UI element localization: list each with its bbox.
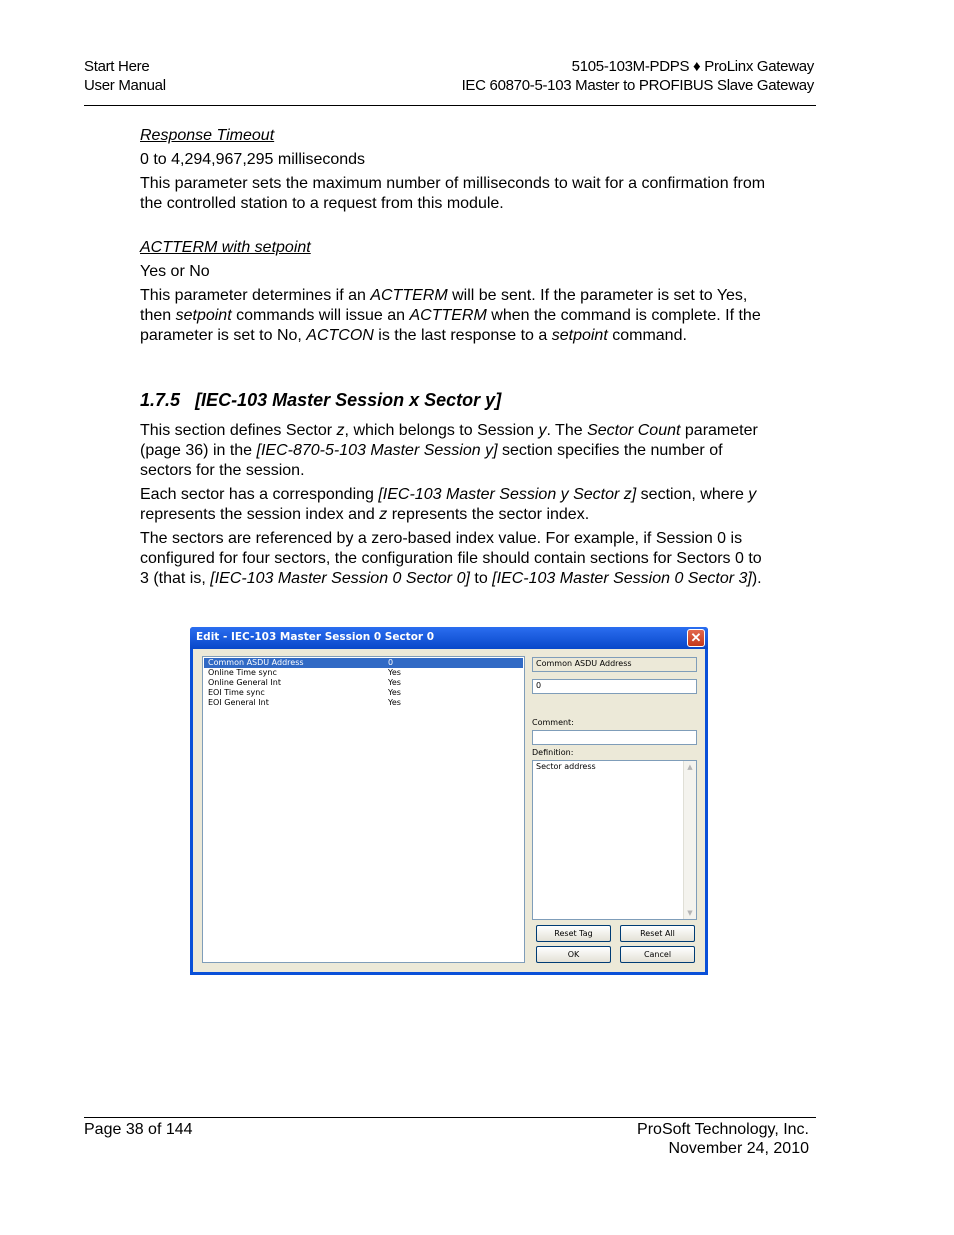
list-item[interactable]: Common ASDU Address 0 (204, 658, 523, 668)
list-item[interactable]: EOI General Int Yes (208, 698, 401, 707)
scroll-up-icon[interactable]: ▲ (687, 763, 693, 771)
section-body (140, 421, 770, 593)
list-item[interactable]: Online Time sync Yes (208, 668, 401, 677)
footer-right (637, 1120, 809, 1158)
definition-label: Definition: (532, 748, 574, 757)
header-doc-type: Start Here (84, 58, 150, 75)
header-rule (84, 105, 816, 106)
parameter-name-field: Common ASDU Address (532, 657, 697, 672)
edit-dialog (190, 627, 708, 975)
scroll-down-icon[interactable]: ▼ (687, 909, 693, 917)
value-input[interactable]: 0 (532, 679, 697, 694)
footer-page-number: Page 38 of 144 (84, 1121, 193, 1138)
header-right (462, 57, 814, 95)
definition-textarea[interactable] (532, 760, 697, 920)
header-doc-kind: User Manual (84, 77, 166, 94)
response-timeout-desc: This parameter sets the maximum number of milliseconds to wait for a confirmation from the controlled station to a request from this module. (140, 175, 766, 212)
actterm-range: Yes or No (140, 263, 210, 280)
actterm-desc: This parameter determines if an ACTTERM will be sent. If the parameter is set to Yes, then setpoint commands will issue an ACTTERM when the command is complete. If the parameter is set to No, ACTCON is the last response to a setpoint command. (140, 287, 761, 344)
section-title: [IEC-103 Master Session x Sector y] (195, 390, 502, 410)
header-left (84, 57, 166, 95)
cancel-button[interactable]: Cancel (620, 946, 695, 963)
header-product-desc: IEC 60870-5-103 Master to PROFIBUS Slave Gateway (461, 77, 814, 94)
reset-tag-button[interactable]: Reset Tag (536, 925, 611, 942)
close-icon[interactable]: ✕ (687, 629, 705, 647)
header-product: 5105-103M-PDPS ♦ ProLinx Gateway (571, 58, 814, 75)
ok-button[interactable]: OK (536, 946, 611, 963)
actterm-heading: ACTTERM with setpoint (140, 239, 311, 256)
dialog-title: Edit - IEC-103 Master Session 0 Sector 0 (196, 631, 435, 643)
section-number: 1.7.5 (140, 390, 181, 410)
dialog-titlebar[interactable] (190, 627, 708, 649)
list-item[interactable]: Online General Int Yes (208, 678, 401, 687)
footer-rule (84, 1117, 816, 1118)
comment-input[interactable] (532, 730, 697, 745)
section-heading (140, 390, 770, 410)
footer-company: ProSoft Technology, Inc. (637, 1121, 809, 1138)
definition-scrollbar[interactable] (683, 761, 696, 919)
definition-text: Sector address (536, 762, 596, 771)
list-item[interactable]: EOI Time sync Yes (208, 688, 401, 697)
response-timeout-heading: Response Timeout (140, 127, 275, 144)
section-para-1: This section defines Sector z, which belongs to Session y. The Sector Count parameter (page 36) in the [IEC-870-5-103 Master Session y] section specifies the number of sectors for the session. (140, 422, 758, 479)
response-timeout-block (140, 126, 770, 218)
dialog-client (193, 649, 705, 972)
section-para-2: Each sector has a corresponding [IEC-103 Master Session y Sector z] section, where y represents the session index and z represents the sector index. (140, 486, 757, 523)
response-timeout-range: 0 to 4,294,967,295 milliseconds (140, 151, 366, 168)
section-para-3: The sectors are referenced by a zero-based index value. For example, if Session 0 is configured for four sectors, the configuration file should contain sections for Sectors 0 to 3 (that is, [IEC-103 Master Session 0 Sector 0] to [IEC-103 Master Session 0 Sector 3]). (140, 530, 762, 587)
actterm-block (140, 238, 770, 350)
reset-all-button[interactable]: Reset All (620, 925, 695, 942)
footer-date: November 24, 2010 (668, 1140, 809, 1157)
parameter-list[interactable] (202, 656, 525, 963)
comment-label: Comment: (532, 718, 574, 727)
